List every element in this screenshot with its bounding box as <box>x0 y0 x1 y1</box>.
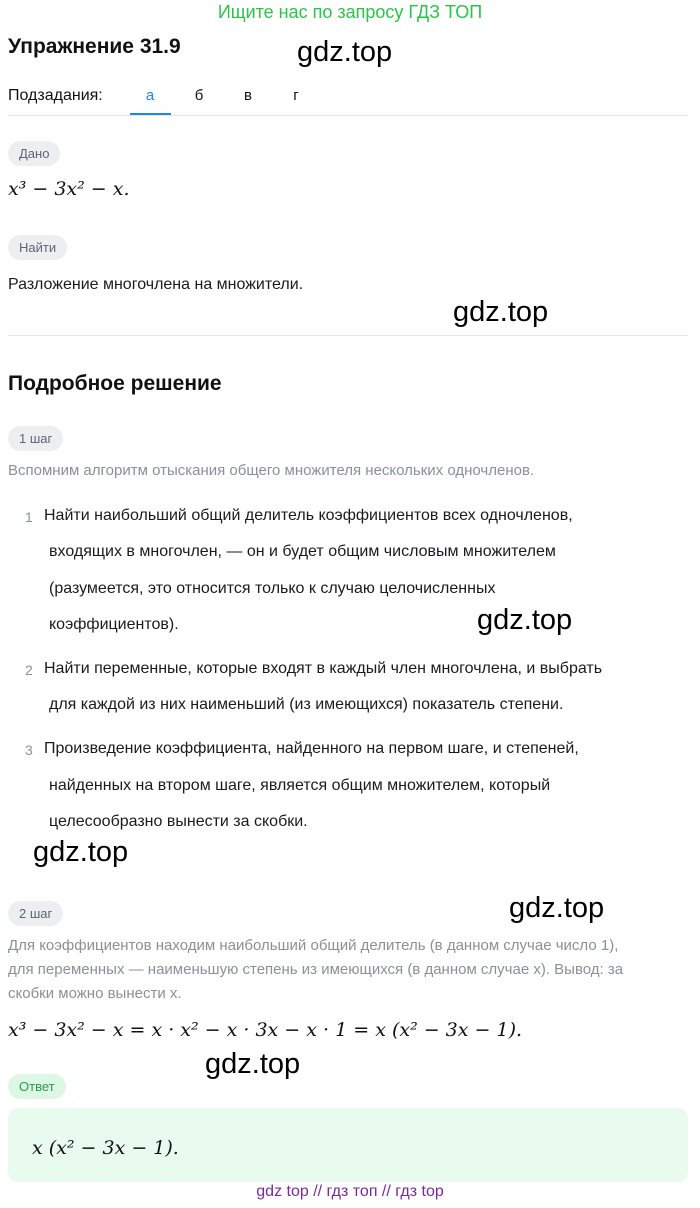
list-item-line: (разумеется, это относится только к случаю целочисленных <box>49 580 496 597</box>
list-item-line: для каждой из них наименьший (из имеющихся) показатель степени. <box>49 696 564 713</box>
list-item-line: Найти переменные, которые входят в каждый член многочлена, и выбрать <box>44 660 603 677</box>
divider <box>8 335 688 336</box>
tab-b[interactable]: б <box>194 87 204 104</box>
tab-g[interactable]: г <box>293 87 299 104</box>
list-item-line: Произведение коэффициента, найденного на первом шаге, и степеней, <box>44 740 579 757</box>
list-item-line: найденных на втором шаге, является общим множителем, который <box>49 777 551 794</box>
watermark: gdz.top <box>509 892 605 924</box>
watermark: gdz.top <box>33 836 129 868</box>
search-banner: Ищите нас по запросу ГДЗ ТОП <box>217 2 483 22</box>
given-expression <box>8 178 130 200</box>
subtasks-label: Подзадания: <box>8 87 103 104</box>
list-item-number: 1 <box>25 509 33 525</box>
step2-text-line: Для коэффициентов находим наибольший общий делитель (в данном случае число 1), <box>8 937 619 954</box>
step1-section <box>8 426 63 451</box>
footer-links[interactable]: gdz top // гдз топ // гдз top <box>256 1183 444 1200</box>
list-item-line: коэффициентов). <box>49 616 179 633</box>
tab-a[interactable]: а <box>145 87 155 104</box>
given-expression-text: x³ − 3x² − x. <box>8 178 130 200</box>
step2-badge: 2 шаг <box>8 901 63 926</box>
step2-equation: x³ − 3x² − x = x · x² − x · 3x − x · 1 = x (x² − 3x − 1). <box>8 1019 523 1041</box>
find-text: Разложение многочлена на множители. <box>8 276 304 293</box>
answer-expression: x (x² − 3x − 1). <box>32 1137 179 1159</box>
step1-badge: 1 шаг <box>8 426 63 451</box>
watermark: gdz.top <box>477 604 573 636</box>
list-item-number: 2 <box>25 662 33 678</box>
list-item-line: Найти наибольший общий делитель коэффициентов всех одночленов, <box>44 507 573 524</box>
divider <box>8 115 688 116</box>
list-item-number: 3 <box>25 742 33 758</box>
find-badge: Найти <box>8 235 67 260</box>
watermark: gdz.top <box>205 1048 301 1080</box>
given-section <box>8 141 60 166</box>
step2-section <box>8 901 63 926</box>
find-section <box>8 235 67 260</box>
list-item-line: целесообразно вынести за скобки. <box>49 813 308 830</box>
page-title: Упражнение 31.9 <box>8 35 181 58</box>
step1-intro: Вспомним алгоритм отыскания общего множителя нескольких одночленов. <box>8 462 535 479</box>
step2-text-line: для переменных — наименьшую степень из имеющихся (в данном случае x). Вывод: за <box>8 961 624 978</box>
list-item-line: входящих в многочлен, — он и будет общим числовым множителем <box>49 543 556 560</box>
watermark: gdz.top <box>297 36 393 68</box>
watermark: gdz.top <box>453 296 549 328</box>
solution-heading: Подробное решение <box>8 372 222 395</box>
given-badge: Дано <box>8 141 60 166</box>
step2-text-line: скобки можно вынести x. <box>8 985 182 1002</box>
tab-v[interactable]: в <box>244 87 252 104</box>
answer-badge: Ответ <box>8 1074 66 1099</box>
answer-section <box>8 1074 66 1099</box>
